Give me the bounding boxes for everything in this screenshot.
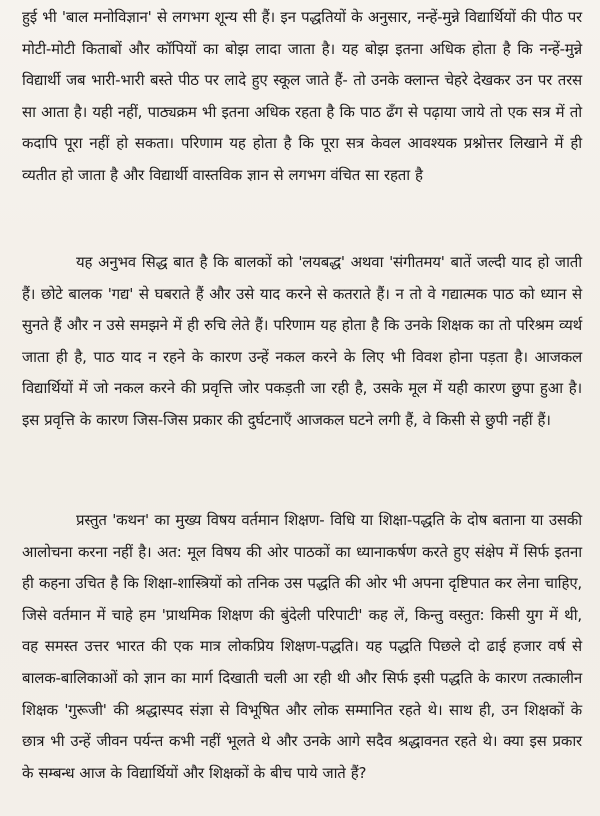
paragraph-2: यह अनुभव सिद्ध बात है कि बालकों को 'लयबद्ध' अथवा 'संगीतमय' बातें जल्दी याद हो जाती हैं। छोटे बालक 'गद्य' से घबराते हैं और उसे याद करने से कतराते हैं। न तो वे गद्यात्मक पाठ को ध्यान से सुनते हैं और न उसे समझने में ही रुचि लेते हैं। परिणाम यह होता है कि उनके शिक्षक का तो परिश्रम व्यर्थ जाता ही है, पाठ याद न रहने के कारण उन्हें नकल करने के लिए भी विवश होना पड़ता है। आजकल विद्यार्थियों में जो नकल करने की प्रवृत्ति जोर पकड़ती जा रही है, उसके मूल में यही कारण छुपा हुआ है। इस प्रवृत्ति के कारण जिस-जिस प्रकार की दुर्घटनाएँ आजकल घटने लगी हैं, वे किसी से छुपी नहीं हैं। (22, 253, 582, 429)
paragraph-3: प्रस्तुत 'कथन' का मुख्य विषय वर्तमान शिक्षण- विधि या शिक्षा-पद्धति के दोष बताना या उसकी आलोचना करना नहीं है। अत: मूल विषय की ओर पाठकों का ध्यानाकर्षण करते हुए संक्षेप में सिर्फ इतना ही कहना उचित है कि शिक्षा-शास्त्रियों को तनिक उस पद्धति की ओर भी अपना दृष्टिपात कर लेना चाहिए, जिसे वर्तमान में चाहे हम 'प्राथमिक शिक्षण की बुंदेली परिपाटी' कह लें, किन्तु वस्तुत: किसी युग में थी, वह समस्त उत्तर भारत की एक मात्र लोकप्रिय शिक्षण-पद्धति। यह पद्धति पिछले दो ढाई हजार वर्ष से बालक-बालिकाओं को ज्ञान का मार्ग दिखाती चली आ रही थी और सिर्फ इसी पद्धति के कारण तत्कालीन शिक्षक 'गुरूजी' की श्रद्धास्पद संज्ञा से विभूषित और लोक सम्मानित रहते थे। साथ ही, उन शिक्षकों के छात्र भी उन्हें जीवन पर्यन्त कभी नहीं भूलते थे और उनके आगे सदैव श्रद्धावनत रहते थे। क्या इस प्रकार के सम्बन्ध आज के विद्यार्थियों और शिक्षकों के बीच पाये जाते हैं? (22, 511, 582, 782)
paragraph-1: हुई भी 'बाल मनोविज्ञान' से लगभग शून्य सी हैं। इन पद्धतियों के अनुसार, नन्हें-मुन्ने विद्यार्थियों की पीठ पर मोटी-मोटी किताबों और कॉपियों का बोझ लादा जाता है। यह बोझ इतना अधिक होता है कि नन्हें-मुन्ने विद्यार्थी जब भारी-भारी बस्ते पीठ पर लादे हुए स्कूल जाते हैं- तो उनके क्लान्त चेहरे देखकर उन पर तरस सा आता है। यही नहीं, पाठ्यक्रम भी इतना अधिक रहता है कि पाठ ढँग से पढ़ाया जाये तो एक सत्र में तो कदापि पूरा नहीं हो सकता। परिणाम यह होता है कि पूरा सत्र केवल आवश्यक प्रश्नोत्तर लिखाने में ही व्यतीत हो जाता है और विद्यार्थी वास्तविक ज्ञान से लगभग वंचित सा रहता है (22, 8, 582, 184)
